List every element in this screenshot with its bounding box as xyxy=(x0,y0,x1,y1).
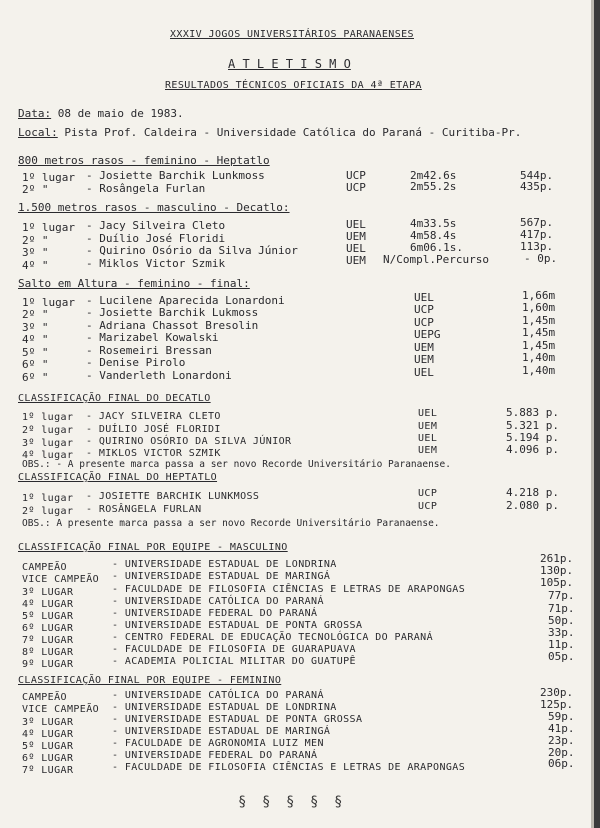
result-name: - Denise Pirolo xyxy=(86,356,186,369)
team-place: 7º LUGAR xyxy=(22,635,74,646)
result-name: - Rosemeiri Bressan xyxy=(86,344,212,357)
date-line xyxy=(18,108,184,119)
footer-mark: § xyxy=(262,794,271,810)
result-place: 6º " xyxy=(22,371,49,384)
result-place: 2º " xyxy=(22,308,49,321)
decatlo-title: CLASSIFICAÇÃO FINAL DO DECATLO xyxy=(18,393,211,404)
date-label: Data: xyxy=(18,107,52,120)
team-name: - CENTRO FEDERAL DE EDUCAÇÃO TECNOLÓGICA DO PARANÁ xyxy=(112,632,434,643)
result-mark: 1,45m xyxy=(522,339,556,352)
team-place: CAMPEÃO xyxy=(22,692,67,703)
result-place: 3º " xyxy=(22,321,49,334)
team-points: 125p. xyxy=(540,698,574,711)
team-name: - FACULDADE DE FILOSOFIA DE GUARAPUAVA xyxy=(112,644,356,655)
team-place: 8º LUGAR xyxy=(22,647,74,658)
result-club: UCP xyxy=(418,488,438,499)
result-name: - Marizabel Kowalski xyxy=(86,331,219,344)
result-mark: 1,66m xyxy=(522,289,556,302)
team-place: 5º LUGAR xyxy=(22,741,74,752)
team-points: 33p. xyxy=(548,626,575,639)
team-name: - UNIVERSIDADE ESTADUAL DE MARINGÁ xyxy=(112,571,331,582)
result-place: 5º " xyxy=(22,346,49,359)
result-name: - ROSÂNGELA FURLAN xyxy=(86,504,202,515)
result-place: 1º lugar xyxy=(22,221,75,234)
result-name: - Duílio José Floridi xyxy=(86,232,226,245)
team-women-title: CLASSIFICAÇÃO FINAL POR EQUIPE - FEMININO xyxy=(18,675,282,686)
team-points: 71p. xyxy=(548,602,575,615)
result-mark: 1,45m xyxy=(522,314,556,327)
result-place: 1º lugar xyxy=(22,296,75,309)
result-club: UCP xyxy=(346,169,366,182)
result-club: UEM xyxy=(346,230,366,243)
event-title: XXXIV JOGOS UNIVERSITÁRIOS PARANAENSES xyxy=(170,29,414,40)
result-club: UCP xyxy=(414,316,434,329)
heptatlo-title: CLASSIFICAÇÃO FINAL DO HEPTATLO xyxy=(18,472,218,483)
result-name: - QUIRINO OSÓRIO DA SILVA JÚNIOR xyxy=(86,436,292,447)
result-name: - Jacy Silveira Cleto xyxy=(86,219,226,232)
result-mark: 1,40m xyxy=(522,364,556,377)
result-name: - Rosângela Furlan xyxy=(86,182,206,195)
result-points: 2.080 p. xyxy=(506,499,559,512)
team-name: - UNIVERSIDADE ESTADUAL DE LONDRINA xyxy=(112,559,337,570)
result-club: UCP xyxy=(414,303,434,316)
result-place: 1º lugar xyxy=(22,171,75,184)
page-edge xyxy=(594,0,600,828)
result-place: 1º lugar xyxy=(22,412,74,423)
place-value: Pista Prof. Caldeira - Universidade Católica do Paraná - Curitiba-Pr. xyxy=(64,126,522,139)
result-mark: 4m58.4s xyxy=(410,229,457,242)
team-name: - UNIVERSIDADE FEDERAL DO PARANÁ xyxy=(112,608,318,619)
result-name: - Vanderleth Lonardoni xyxy=(86,369,232,382)
result-club: UEL xyxy=(414,291,434,304)
result-name: - Adriana Chassot Bresolin xyxy=(86,319,259,332)
team-name: - UNIVERSIDADE ESTADUAL DE PONTA GROSSA xyxy=(112,714,363,725)
team-name: - UNIVERSIDADE ESTADUAL DE MARINGÁ xyxy=(112,726,331,737)
team-place: 5º LUGAR xyxy=(22,611,74,622)
result-name: - Quirino Osório da Silva Júnior xyxy=(86,244,298,257)
team-name: - ACADEMIA POLICIAL MILITAR DO GUATUPÊ xyxy=(112,656,356,667)
result-place: 6º " xyxy=(22,358,49,371)
result-club: UEL xyxy=(418,433,438,444)
result-club: UEL xyxy=(346,242,366,255)
result-place: 2º lugar xyxy=(22,425,74,436)
team-name: - FACULDADE DE FILOSOFIA CIÊNCIAS E LETRAS DE ARAPONGAS xyxy=(112,762,466,773)
team-points: 59p. xyxy=(548,710,575,723)
team-points: 77p. xyxy=(548,589,575,602)
place-line xyxy=(18,127,521,138)
team-points: 23p. xyxy=(548,734,575,747)
result-mark: 1,60m xyxy=(522,301,556,314)
result-name: - DUÍLIO JOSÉ FLORIDI xyxy=(86,424,221,435)
result-club: UEM xyxy=(418,445,438,456)
result-club: UCP xyxy=(418,501,438,512)
team-points: 11p. xyxy=(548,638,575,651)
result-name: - Josiette Barchik Lunkmoss xyxy=(86,169,265,182)
team-place: 4º LUGAR xyxy=(22,599,74,610)
result-club: UEL xyxy=(346,218,366,231)
result-points: 567p. xyxy=(520,216,554,229)
team-points: 50p. xyxy=(548,614,575,627)
footer-mark: § xyxy=(310,794,319,810)
team-points: 261p. xyxy=(540,552,574,565)
result-club: UEM xyxy=(414,341,434,354)
result-place: 4º " xyxy=(22,259,49,272)
result-mark: 6m06.1s. xyxy=(410,241,463,254)
date-value: 08 de maio de 1983. xyxy=(57,107,184,120)
result-place: 4º " xyxy=(22,333,49,346)
result-name: - Josiette Barchik Lukmoss xyxy=(86,306,259,319)
team-name: - FACULDADE DE AGRONOMIA LUIZ MEN xyxy=(112,738,324,749)
team-name: - UNIVERSIDADE FEDERAL DO PARANÁ xyxy=(112,750,318,761)
result-points: 5.321 p. xyxy=(506,419,559,432)
heptatlo-obs: OBS.: A presente marca passa a ser novo Recorde Universitário Paranaense. xyxy=(22,518,440,529)
result-points: 5.883 p. xyxy=(506,406,559,419)
result-place: 3º " xyxy=(22,246,49,259)
result-name: - Lucilene Aparecida Lonardoni xyxy=(86,294,285,307)
result-club: UCP xyxy=(346,181,366,194)
result-mark: N/Compl.Percurso xyxy=(383,253,489,266)
team-place: 3º LUGAR xyxy=(22,717,74,728)
result-points: 435p. xyxy=(520,180,554,193)
team-place: 6º LUGAR xyxy=(22,753,74,764)
place-label: Local: xyxy=(18,126,58,139)
result-name: - JOSIETTE BARCHIK LUNKMOSS xyxy=(86,491,260,502)
footer-mark: § xyxy=(286,794,295,810)
team-name: - FACULDADE DE FILOSOFIA CIÊNCIAS E LETRAS DE ARAPONGAS xyxy=(112,584,466,595)
result-club: UEM xyxy=(418,421,438,432)
result-place: 2º " xyxy=(22,234,49,247)
decatlo-obs: OBS.: - A presente marca passa a ser novo Recorde Universitário Paranaense. xyxy=(22,459,451,470)
result-points: 544p. xyxy=(520,169,554,182)
result-place: 4º lugar xyxy=(22,450,74,461)
team-name: - UNIVERSIDADE ESTADUAL DE LONDRINA xyxy=(112,702,337,713)
result-place: 3º lugar xyxy=(22,438,74,449)
footer-mark: § xyxy=(334,794,343,810)
result-mark: 4m33.5s xyxy=(410,217,457,230)
result-place: 2º " xyxy=(22,183,49,196)
result-place: 2º lugar xyxy=(22,506,74,517)
team-points: 105p. xyxy=(540,576,574,589)
result-club: UEL xyxy=(414,366,434,379)
team-place: 3º LUGAR xyxy=(22,587,74,598)
result-club: UEM xyxy=(346,254,366,267)
result-place: 1º lugar xyxy=(22,493,74,504)
team-name: - UNIVERSIDADE ESTADUAL DE PONTA GROSSA xyxy=(112,620,363,631)
result-mark: 2m55.2s xyxy=(410,180,457,193)
team-place: 9º LUGAR xyxy=(22,659,74,670)
team-place: 7º LUGAR xyxy=(22,765,74,776)
result-points: 417p. xyxy=(520,228,554,241)
result-points: - 0p. xyxy=(524,252,558,265)
team-points: 06p. xyxy=(548,757,575,770)
result-name: - MIKLOS VICTOR SZMIK xyxy=(86,448,221,459)
team-points: 05p. xyxy=(548,650,575,663)
event-title-high-jump: Salto em Altura - feminino - final: xyxy=(18,277,250,290)
event-title-1500m: 1.500 metros rasos - masculino - Decatlo: xyxy=(18,201,290,214)
team-men-title: CLASSIFICAÇÃO FINAL POR EQUIPE - MASCULINO xyxy=(18,542,288,553)
result-club: UEL xyxy=(418,408,438,419)
team-place: 6º LUGAR xyxy=(22,623,74,634)
team-place: CAMPEÃO xyxy=(22,562,67,573)
team-place: VICE CAMPEÃO xyxy=(22,574,100,585)
team-points: 230p. xyxy=(540,686,574,699)
result-points: 4.218 p. xyxy=(506,486,559,499)
event-title-800m: 800 metros rasos - feminino - Heptatlo xyxy=(18,154,270,167)
result-mark: 1,40m xyxy=(522,351,556,364)
result-points: 5.194 p. xyxy=(506,431,559,444)
team-name: - UNIVERSIDADE CATÓLICA DO PARANÁ xyxy=(112,596,324,607)
footer-mark: § xyxy=(238,794,247,810)
document-subtitle: RESULTADOS TÉCNICOS OFICIAIS DA 4ª ETAPA xyxy=(165,80,422,91)
result-points: 4.096 p. xyxy=(506,443,559,456)
team-place: 4º LUGAR xyxy=(22,729,74,740)
result-points: 113p. xyxy=(520,240,554,253)
result-club: UEPG xyxy=(414,328,441,341)
result-mark: 2m42.6s xyxy=(410,169,457,182)
sport-title: A T L E T I S M O xyxy=(228,57,351,71)
result-name: - JACY SILVEIRA CLETO xyxy=(86,411,221,422)
team-points: 130p. xyxy=(540,564,574,577)
result-mark: 1,45m xyxy=(522,326,556,339)
result-club: UEM xyxy=(414,353,434,366)
team-name: - UNIVERSIDADE CATÓLICA DO PARANÁ xyxy=(112,690,324,701)
result-name: - Miklos Victor Szmik xyxy=(86,257,226,270)
team-points: 20p. xyxy=(548,746,575,759)
team-place: VICE CAMPEÃO xyxy=(22,704,100,715)
team-points: 41p. xyxy=(548,722,575,735)
